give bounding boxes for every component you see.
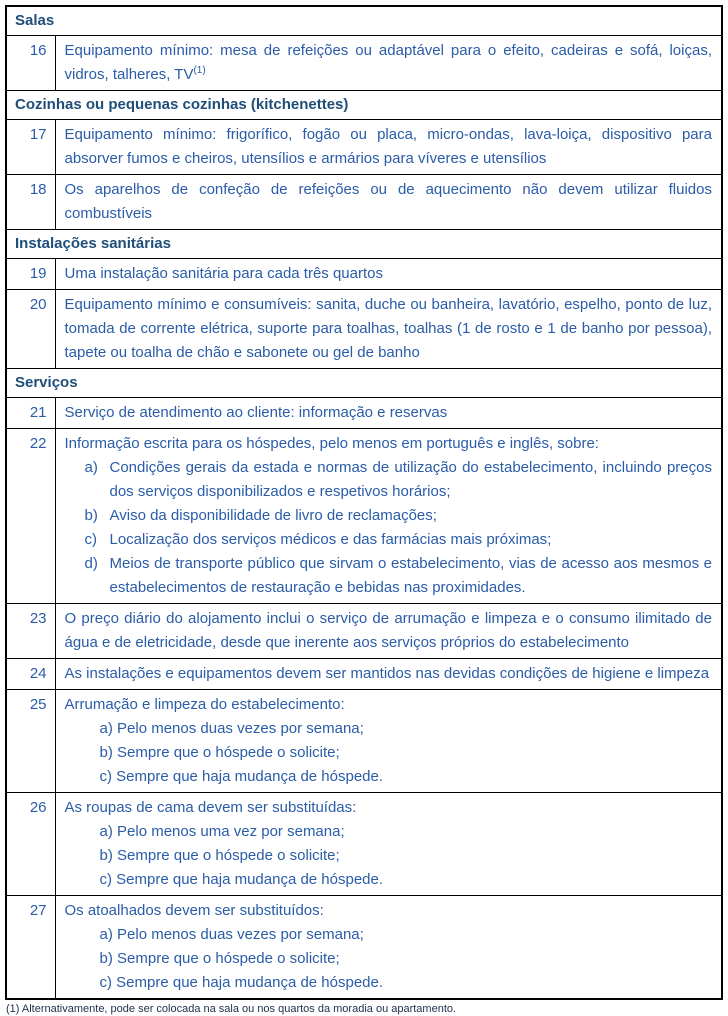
item-row	[6, 690, 722, 793]
item-number: 19	[6, 259, 55, 290]
item-text	[65, 293, 713, 365]
item-content	[55, 36, 722, 91]
item-number: 16	[6, 36, 55, 91]
item-text-content: Uma instalação sanitária para cada três quartos	[64, 265, 384, 282]
item-number: 20	[6, 290, 55, 369]
item-row	[6, 175, 722, 230]
subitem-marker: d)	[84, 555, 98, 572]
subitem-marker: a)	[99, 720, 113, 737]
subitem	[65, 717, 713, 741]
subitem-text: Sempre que o hóspede o solicite;	[117, 950, 340, 967]
subitem	[65, 947, 713, 971]
item-number: 21	[6, 398, 55, 429]
item-text-content: Equipamento mínimo: mesa de refeições ou adaptável para o efeito, cadeiras e sofá, loiças, vidros, talheres, TV	[64, 42, 712, 83]
requirements-table-body	[6, 6, 722, 999]
subitem	[65, 741, 713, 765]
subitem-marker: a)	[99, 926, 113, 943]
item-number: 25	[6, 690, 55, 793]
subitem	[65, 868, 713, 892]
subitem-marker: b)	[99, 847, 113, 864]
subitem	[65, 820, 713, 844]
item-text-content: As roupas de cama devem ser substituídas:	[64, 799, 357, 816]
subitem-marker: c)	[99, 871, 112, 888]
item-text	[65, 899, 713, 923]
item-text-content: Equipamento mínimo: frigorífico, fogão ou placa, micro-ondas, lava-loiça, dispositivo para absorver fumos e cheiros, utensílios e armários para víveres e utensílios	[64, 126, 712, 167]
item-content	[55, 398, 722, 429]
item-number: 18	[6, 175, 55, 230]
item-row	[6, 896, 722, 1000]
item-text-content: Serviço de atendimento ao cliente: informação e reservas	[64, 404, 448, 421]
item-text-content: Os aparelhos de confeção de refeições ou de aquecimento não devem utilizar fluidos combustíveis	[64, 181, 712, 222]
section-title: Salas	[6, 6, 722, 36]
subitem	[65, 844, 713, 868]
subitem	[65, 923, 713, 947]
section-row	[6, 6, 722, 36]
footnote: (1) Alternativamente, pode ser colocada na sala ou nos quartos da moradia ou apartamento.	[6, 1003, 457, 1015]
subitem-text: Pelo menos duas vezes por semana;	[117, 720, 364, 737]
item-content	[55, 120, 722, 175]
subitem-text: Aviso da disponibilidade de livro de reclamações;	[109, 507, 437, 524]
subitem-marker: c)	[99, 768, 112, 785]
subitem-text: Localização dos serviços médicos e das farmácias mais próximas;	[109, 531, 552, 548]
item-content	[55, 429, 722, 604]
item-text	[65, 401, 713, 425]
item-content	[55, 604, 722, 659]
section-row	[6, 230, 722, 259]
section-title: Serviços	[6, 369, 722, 398]
requirements-table	[5, 5, 723, 1000]
item-row	[6, 290, 722, 369]
item-number: 26	[6, 793, 55, 896]
item-content	[55, 793, 722, 896]
subitem-text: Sempre que haja mudança de hóspede.	[116, 768, 384, 785]
subitem	[65, 528, 713, 552]
subitem	[65, 456, 713, 504]
item-row	[6, 604, 722, 659]
item-text	[65, 39, 713, 87]
item-number: 27	[6, 896, 55, 1000]
subitem-text: Meios de transporte público que sirvam o estabelecimento, vias de acesso aos mesmos e estabelecimentos de restauração e bebidas nas proximidades.	[109, 555, 712, 596]
item-text	[65, 796, 713, 820]
subitem-text: Condições gerais da estada e normas de utilização do estabelecimento, incluindo preços dos serviços disponibilizados e respetivos horários;	[109, 459, 712, 500]
section-row	[6, 369, 722, 398]
subitem-marker: b)	[99, 950, 113, 967]
subitem	[65, 765, 713, 789]
item-content	[55, 659, 722, 690]
subitem-marker: c)	[99, 974, 112, 991]
item-number: 24	[6, 659, 55, 690]
item-text	[65, 693, 713, 717]
item-text	[65, 607, 713, 655]
subitem-text: Sempre que o hóspede o solicite;	[117, 847, 340, 864]
section-row	[6, 91, 722, 120]
subitem-text: Sempre que haja mudança de hóspede.	[116, 974, 384, 991]
subitem-marker: c)	[84, 531, 97, 548]
item-text-content: Os atoalhados devem ser substituídos:	[64, 902, 324, 919]
section-title: Cozinhas ou pequenas cozinhas (kitchenettes)	[6, 91, 722, 120]
item-superscript: (1)	[193, 65, 206, 76]
item-text	[65, 432, 713, 456]
item-number: 23	[6, 604, 55, 659]
item-text-content: Arrumação e limpeza do estabelecimento:	[64, 696, 345, 713]
subitem-text: Pelo menos duas vezes por semana;	[117, 926, 364, 943]
subitem-text: Pelo menos uma vez por semana;	[117, 823, 345, 840]
item-text	[65, 662, 713, 686]
item-content	[55, 290, 722, 369]
item-text-content: As instalações e equipamentos devem ser mantidos nas devidas condições de higiene e limpeza	[64, 665, 710, 682]
item-row	[6, 398, 722, 429]
item-row	[6, 120, 722, 175]
item-content	[55, 175, 722, 230]
subitem-text: Sempre que o hóspede o solicite;	[117, 744, 340, 761]
item-number: 22	[6, 429, 55, 604]
subitem	[65, 504, 713, 528]
subitem	[65, 971, 713, 995]
item-row	[6, 259, 722, 290]
item-text-content: O preço diário do alojamento inclui o serviço de arrumação e limpeza e o consumo ilimitado de água e de eletricidade, desde que inerente aos serviços próprios do estabelecimento	[64, 610, 712, 651]
subitem-marker: a)	[84, 459, 98, 476]
subitem-marker: a)	[99, 823, 113, 840]
subitem-marker: b)	[99, 744, 113, 761]
item-content	[55, 690, 722, 793]
item-text	[65, 178, 713, 226]
item-row	[6, 793, 722, 896]
item-row	[6, 36, 722, 91]
subitem-marker: b)	[84, 507, 98, 524]
item-content	[55, 259, 722, 290]
item-row	[6, 659, 722, 690]
item-text-content: Equipamento mínimo e consumíveis: sanita, duche ou banheira, lavatório, espelho, ponto de luz, tomada de corrente elétrica, suporte para toalhas, toalhas (1 de rosto e 1 de banho por pessoa), tapete ou toalha de chão e sabonete ou gel de banho	[64, 296, 712, 361]
item-text	[65, 262, 713, 286]
item-content	[55, 896, 722, 1000]
section-title: Instalações sanitárias	[6, 230, 722, 259]
subitem	[65, 552, 713, 600]
item-text	[65, 123, 713, 171]
item-text-content: Informação escrita para os hóspedes, pelo menos em português e inglês, sobre:	[64, 435, 599, 452]
item-number: 17	[6, 120, 55, 175]
item-row	[6, 429, 722, 604]
subitem-text: Sempre que haja mudança de hóspede.	[116, 871, 384, 888]
